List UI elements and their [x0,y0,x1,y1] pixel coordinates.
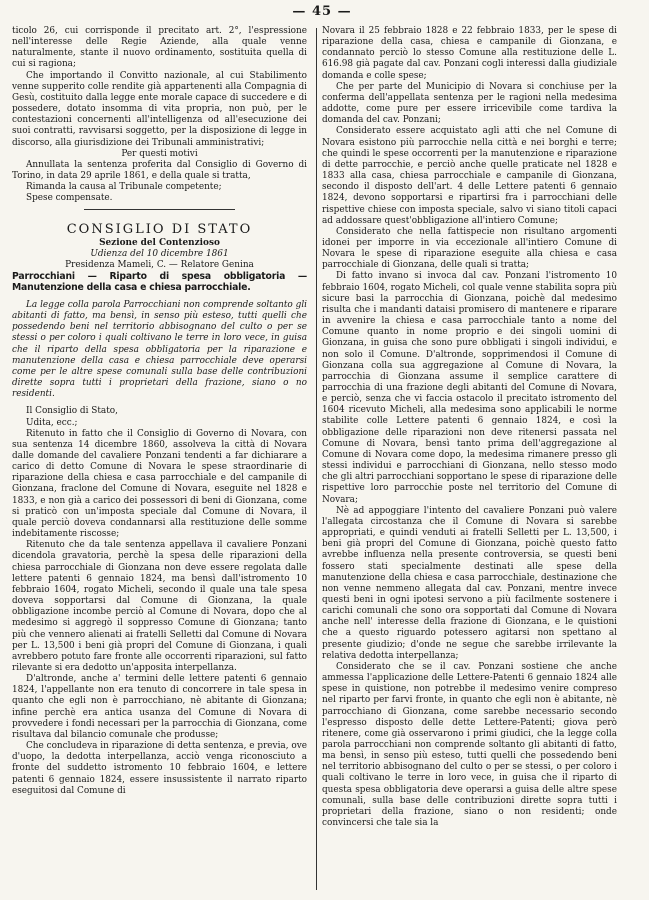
ruling-line: Spese compensate. [26,193,113,204]
paragraph: Di fatto invano si invoca dal cav. Ponzani l'istromento 10 febbraio 1604, rogato Micheli, col quale venne stabilita sopra più sicure basi la parrocchia di Gionzana, poichè dal medesimo risulta che i mandanti dataisi promisero di mantenere e riparare in avvenire la chiesa e casa parrocchiale tanto a nome del Comune quanto in nome proprio e dei singoli uomini di Gionzana, in guisa che sono pure obbligati i singoli individui, e non solo il Comune. D'altronde, sopprimendosi il Comune di Gionzana colla sua aggregazione al Comune di Novara, la parrocchia di Gionzana assume il semplice carattere di parrocchia di una frazione degli abitanti del Comune di Novara, e perciò, senza che vi faccia ostacolo il precitato istromento del 1604 ricevuto Micheli, alla medesima sono applicabili le norme stabilite colle Lettere patenti 6 gennaio 1824, e così la obbligazione delle riparazioni non deve ritenersi passata nel Comune di Novara, bensì tanto prima dell'aggregazione al Comune di Novara come dopo, la medesima rimanere presso gli stessi individui e parrocchiani di Gionzana, nello stesso modo che gli altri parrocchiani sopportano le spese di riparazione delle rispettive loro parrocchie poste nel territorio del Comune di Novara; [322,271,617,505]
section-separator [84,209,235,210]
paragraph: Ritenuto che da tale sentenza appellava il cavaliere Ponzani dicendola gravatoria, perchè la spesa delle riparazioni della chiesa parrocchiale di Gionzana non deve essere regolata dalle lettere patenti 6 gennaio 1824, ma bensì dall'istromento 10 febbraio 1604, rogato Micheli, secondo il quale una tale spesa doveva sopportarsi dal Comune di Gionzana, la quale obbligazione incombe perciò al Comune di Novara, dopo che al medesimo si aggregò il soppresso Comune di Gionzana; tanto più che vennero alienati ai fratelli Selletti dal Comune di Novara per L. 13,500 i beni già propri del Comune di Gionzana, i quali avrebbero potuto fare fronte alle occorrenti riparazioni, sul fatto rilevante si era dedotto un'apposita interpellanza. [12,540,307,673]
paragraph: ticolo 26, cui corrisponde il precitato art. 2°, l'espressione nell'interesse delle Regie Aziende, alla quale venne naturalmente, stante il nuovo ordinamento, sostituita quella di cui si ragiona; [12,26,307,70]
case-title: Parrocchiani — Riparto di spesa obbligatoria — Manutenzione della casa e chiesa parrocchiale. [12,270,307,294]
section-subtitle: Sezione del Contenzioso [99,237,220,248]
motives-line: Per questi motivi [121,148,198,159]
paragraph: Il Consiglio di Stato, [26,406,118,417]
page-number: — 45 — [292,4,352,19]
ruling-line: Annullata la sentenza proferita dal Consiglio di Governo di Torino, in data 29 aprile 1861, e della quale si tratta, [12,159,307,182]
column-divider [316,28,317,890]
paragraph: D'altronde, anche a' termini delle lettere patenti 6 gennaio 1824, l'appellante non era tenuto di concorrere in tale spesa in quanto che egli non è parrocchiano, nè abitante di Gionzana; infine perchè era antica usanza del Comune di Novara di provvedere i fondi necessari per la parrocchia di Gionzana, come risultava dal bilancio comunale che produsse; [12,674,307,740]
paragraph: Che importando il Convitto nazionale, al cui Stabilimento venne supperito colle rendite già appartenenti alla Compagnia di Gesù, costituito dalla legge ente morale capace di succedere e di possedere, dotato insomma di vita propria, non può, per le contestazioni concernenti all'intelligenza od all'esecuzione dei suoi contratti, ravvisarsi soggetto, per la disposizione di legge in discorso, alla giurisdizione dei Tribunali amministrativi; [12,70,307,148]
paragraph: Nè ad appoggiare l'intento del cavaliere Ponzani può valere l'allegata circostanza che il Comune di Novara si sarebbe appropriati, e quindi venduti ai fratelli Selletti per L. 13,500, i beni già propri del Comune di Gionzana, poichè questo fatto avrebbe influenza nella presente controversia, se questi beni fossero stati specialmente destinati alle spese della manutenzione della chiesa e casa parrocchiale, destinazione che non venne nemmeno allegata dal cav. Ponzani, mentre invece questi beni in ogni ipotesi servono a più facilmente sostenere i carichi comunali che sono ora sopportati dal Comune di Novara anche nell' interesse della frazione di Gionzana, e le quistioni che a questo riguardo potessero agitarsi non spettano al presente giudizio; d'onde ne segue che sarebbe irrilevante la relativa dedotta interpellanza; [322,505,617,661]
case-maxim: La legge colla parola Parrocchiani non comprende soltanto gli abitanti di fatto, ma bensì, in senso più esteso, tutti quelli che possedendo beni nel territorio abbisognano del culto o per se stessi o per coloro i quali coltivano le terre in loro vece, in guisa che il riparto della spesa obbligatoria per la riparazione e manutenzione della casa e chiesa parrocchiale deve operarsi come per le altre spese comunali sulla base delle contribuzioni dirette sopra tutti i proprietari della frazione, siano o no residenti. [12,299,307,400]
right-column [322,26,617,892]
left-column [12,26,307,892]
paragraph: Considerato che nella fattispecie non risultano argomenti idonei per imporre in via eccezionale all'intiero Comune di Novara le spese di riparazione eseguite alla chiesa e casa parrocchiale di Gionzana, delle quali si tratta; [322,226,617,271]
paragraph: Che concludeva in riparazione di detta sentenza, e previa, ove d'uopo, la dedotta interpellanza, acciò venga riconosciuto a fronte del suddetto istromento 10 febbraio 1604, e lettere patenti 6 gennaio 1824, essere insussistente il narrato riparto eseguitosi dal Comune di [12,741,307,796]
paragraph: Udita, ecc.; [26,417,78,428]
paragraph: Considerato essere acquistato agli atti che nel Comune di Novara esistono più parrocchie nella città e nei borghi e terre; che quindi le spese occorrenti per la manutenzione e riparazione di dette parrocchie, e perciò anche quelle praticate nel 1828 e 1833 alla casa, chiesa parrocchiale e campanile di Gionzana, secondo il disposto dell'art. 4 delle Lettere patenti 6 gennaio 1824, devono sopportarsi e ripartirsi fra i parrocchiani delle rispettive chiese con imposta speciale, salvo vi siano titoli capaci ad addossare quest'obbligazione all'intiero Comune; [322,126,617,226]
paragraph: Che per parte del Municipio di Novara si conchiuse per la conferma dell'appellata sentenza per le ragioni nella medesima addotte, come pure per essere irricevibile come tardiva la domanda del cav. Ponzani; [322,81,617,126]
section-title: CONSIGLIO DI STATO [66,221,253,237]
hearing-date: Udienza del 10 dicembre 1861 [90,248,229,259]
presidency-line: Presidenza Mameli, C. — Relatore Genina [65,259,254,270]
ruling-line: Rimanda la causa al Tribunale competente; [26,182,222,193]
paragraph: Considerato che se il cav. Ponzani sostiene che anche ammessa l'applicazione delle Lettere-Patenti 6 gennaio 1824 alle spese in quistione, non potrebbe il medesimo venire compreso nel riparto per farvi fronte, in quanto che egli non è abitante, nè parrocchiano di Gionzana, come sarebbe necessario secondo l'espresso disposto delle dette Lettere-Patenti; giova però ritenere, come già osservarono i primi giudici, che la legge colla parola parrocchiani non comprende soltanto gli abitanti di fatto, ma bensì, in senso più esteso, tutti quelli che possedendo beni nel territorio abbisognano del culto o per se stessi, o per coloro i quali coltivano le terre in loro vece, in guisa che il riparto di questa spesa obbligatoria deve operarsi a guisa delle altre spese comunali, sulla base delle contribuzioni dirette sopra tutti i proprietari della frazione, siano o non residenti; onde convincersi che tale sia la [322,661,617,829]
paragraph: Ritenuto in fatto che il Consiglio di Governo di Novara, con sua sentenza 14 dicembre 1860, assolveva la città di Novara dalle domande del cavaliere Ponzani tendenti a far dichiarare a carico di detto Comune di Novara le spese straordinarie di riparazione della chiesa e casa parrocchiale e del campanile di Gionzana, fraclone del Comune di Novara, eseguite nel 1828 e 1833, e non già a carico dei possessori di beni di Gionzana, come si praticò con un'imposta speciale dal Comune di Novara, il quale perciò doveva condannarsi alla restituzione delle somme indebitamente riscosse; [12,428,307,540]
paragraph: Novara il 25 febbraio 1828 e 22 febbraio 1833, per le spese di riparazione della casa, chiesa e campanile di Gionzana, e condannato perciò lo stesso Comune alla restituzione delle L. 616.98 già pagate dal cav. Ponzani cogli interessi dalla giudiziale domanda e colle spese; [322,26,617,81]
